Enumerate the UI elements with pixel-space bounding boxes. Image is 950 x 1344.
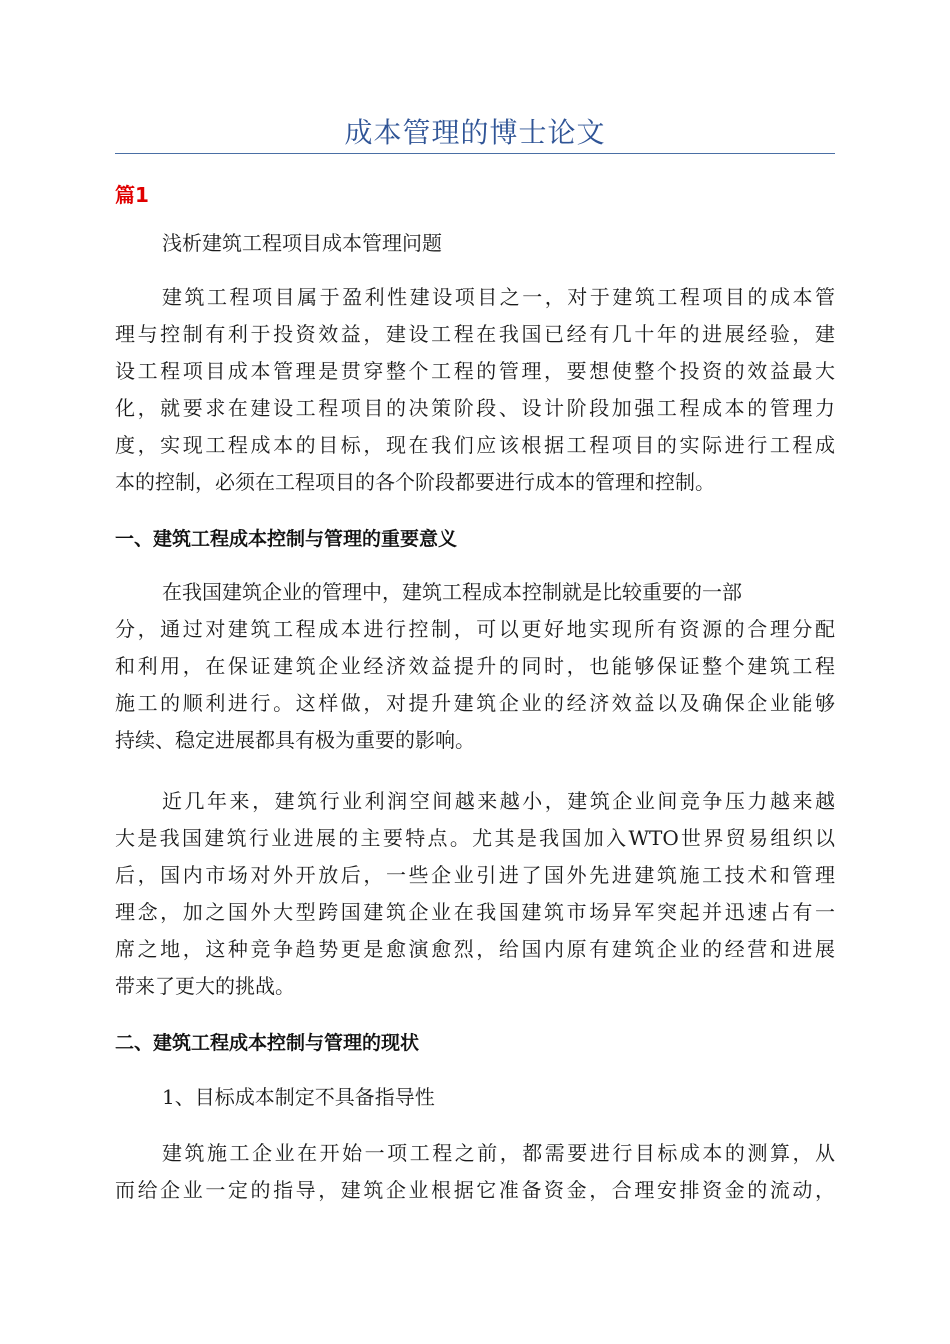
paragraph-4 [115,1135,835,1209]
paragraph-line: 本的控制，必须在工程项目的各个阶段都要进行成本的管理和控制。 [115,470,715,494]
paragraph-line: 分，通过对建筑工程成本进行控制，可以更好地实现所有资源的合理分配 [115,617,835,641]
paragraph-line: 化，就要求在建设工程项目的决策阶段、设计阶段加强工程成本的管理力 [115,396,835,420]
paragraph-1 [115,279,835,501]
paragraph-line: 度，实现工程成本的目标，现在我们应该根据工程项目的实际进行工程成 [115,433,835,457]
paragraph-line: 在我国建筑企业的管理中，建筑工程成本控制就是比较重要的一部 [162,580,742,604]
paragraph-line: 大是我国建筑行业进展的主要特点。尤其是我国加入WTO世界贸易组织以 [115,826,835,850]
paragraph-line: 后，国内市场对外开放后，一些企业引进了国外先进建筑施工技术和管理 [115,863,835,887]
paragraph-line: 和利用，在保证建筑企业经济效益提升的同时，也能够保证整个建筑工程 [115,654,835,678]
paragraph-line: 近几年来，建筑行业利润空间越来越小，建筑企业间竞争压力越来越 [162,789,835,813]
paragraph-line: 建筑工程项目属于盈利性建设项目之一，对于建筑工程项目的成本管 [162,285,835,309]
subheading-block [115,1079,835,1116]
paragraph-2 [115,574,835,759]
paragraph-line: 带来了更大的挑战。 [115,974,295,998]
article-subtitle: 浅析建筑工程项目成本管理问题 [162,231,442,255]
section-heading-1: 一、建筑工程成本控制与管理的重要意义 [115,528,458,550]
article-subtitle-block [115,225,835,262]
paragraph-line: 理与控制有利于投资效益，建设工程在我国已经有几十年的进展经验，建 [115,322,835,346]
part-label: 篇1 [115,183,149,207]
title-underline [115,153,835,154]
paragraph-line: 建筑施工企业在开始一项工程之前，都需要进行目标成本的测算，从 [162,1141,835,1165]
paragraph-line: 持续、稳定进展都具有极为重要的影响。 [115,728,475,752]
paragraph-line: 施工的顺利进行。这样做，对提升建筑企业的经济效益以及确保企业能够 [115,691,835,715]
subheading-1: 1、目标成本制定不具备指导性 [162,1085,435,1109]
section-heading-2: 二、建筑工程成本控制与管理的现状 [115,1032,420,1054]
document-title: 成本管理的博士论文 [344,116,606,149]
paragraph-line: 设工程项目成本管理是贯穿整个工程的管理，要想使整个投资的效益最大 [115,359,835,383]
paragraph-line: 理念，加之国外大型跨国建筑企业在我国建筑市场异军突起并迅速占有一 [115,900,835,924]
paragraph-3 [115,783,835,1005]
paragraph-line: 而给企业一定的指导，建筑企业根据它准备资金，合理安排资金的流动， [115,1178,835,1202]
paragraph-line: 席之地，这种竞争趋势更是愈演愈烈，给国内原有建筑企业的经营和进展 [115,937,835,961]
